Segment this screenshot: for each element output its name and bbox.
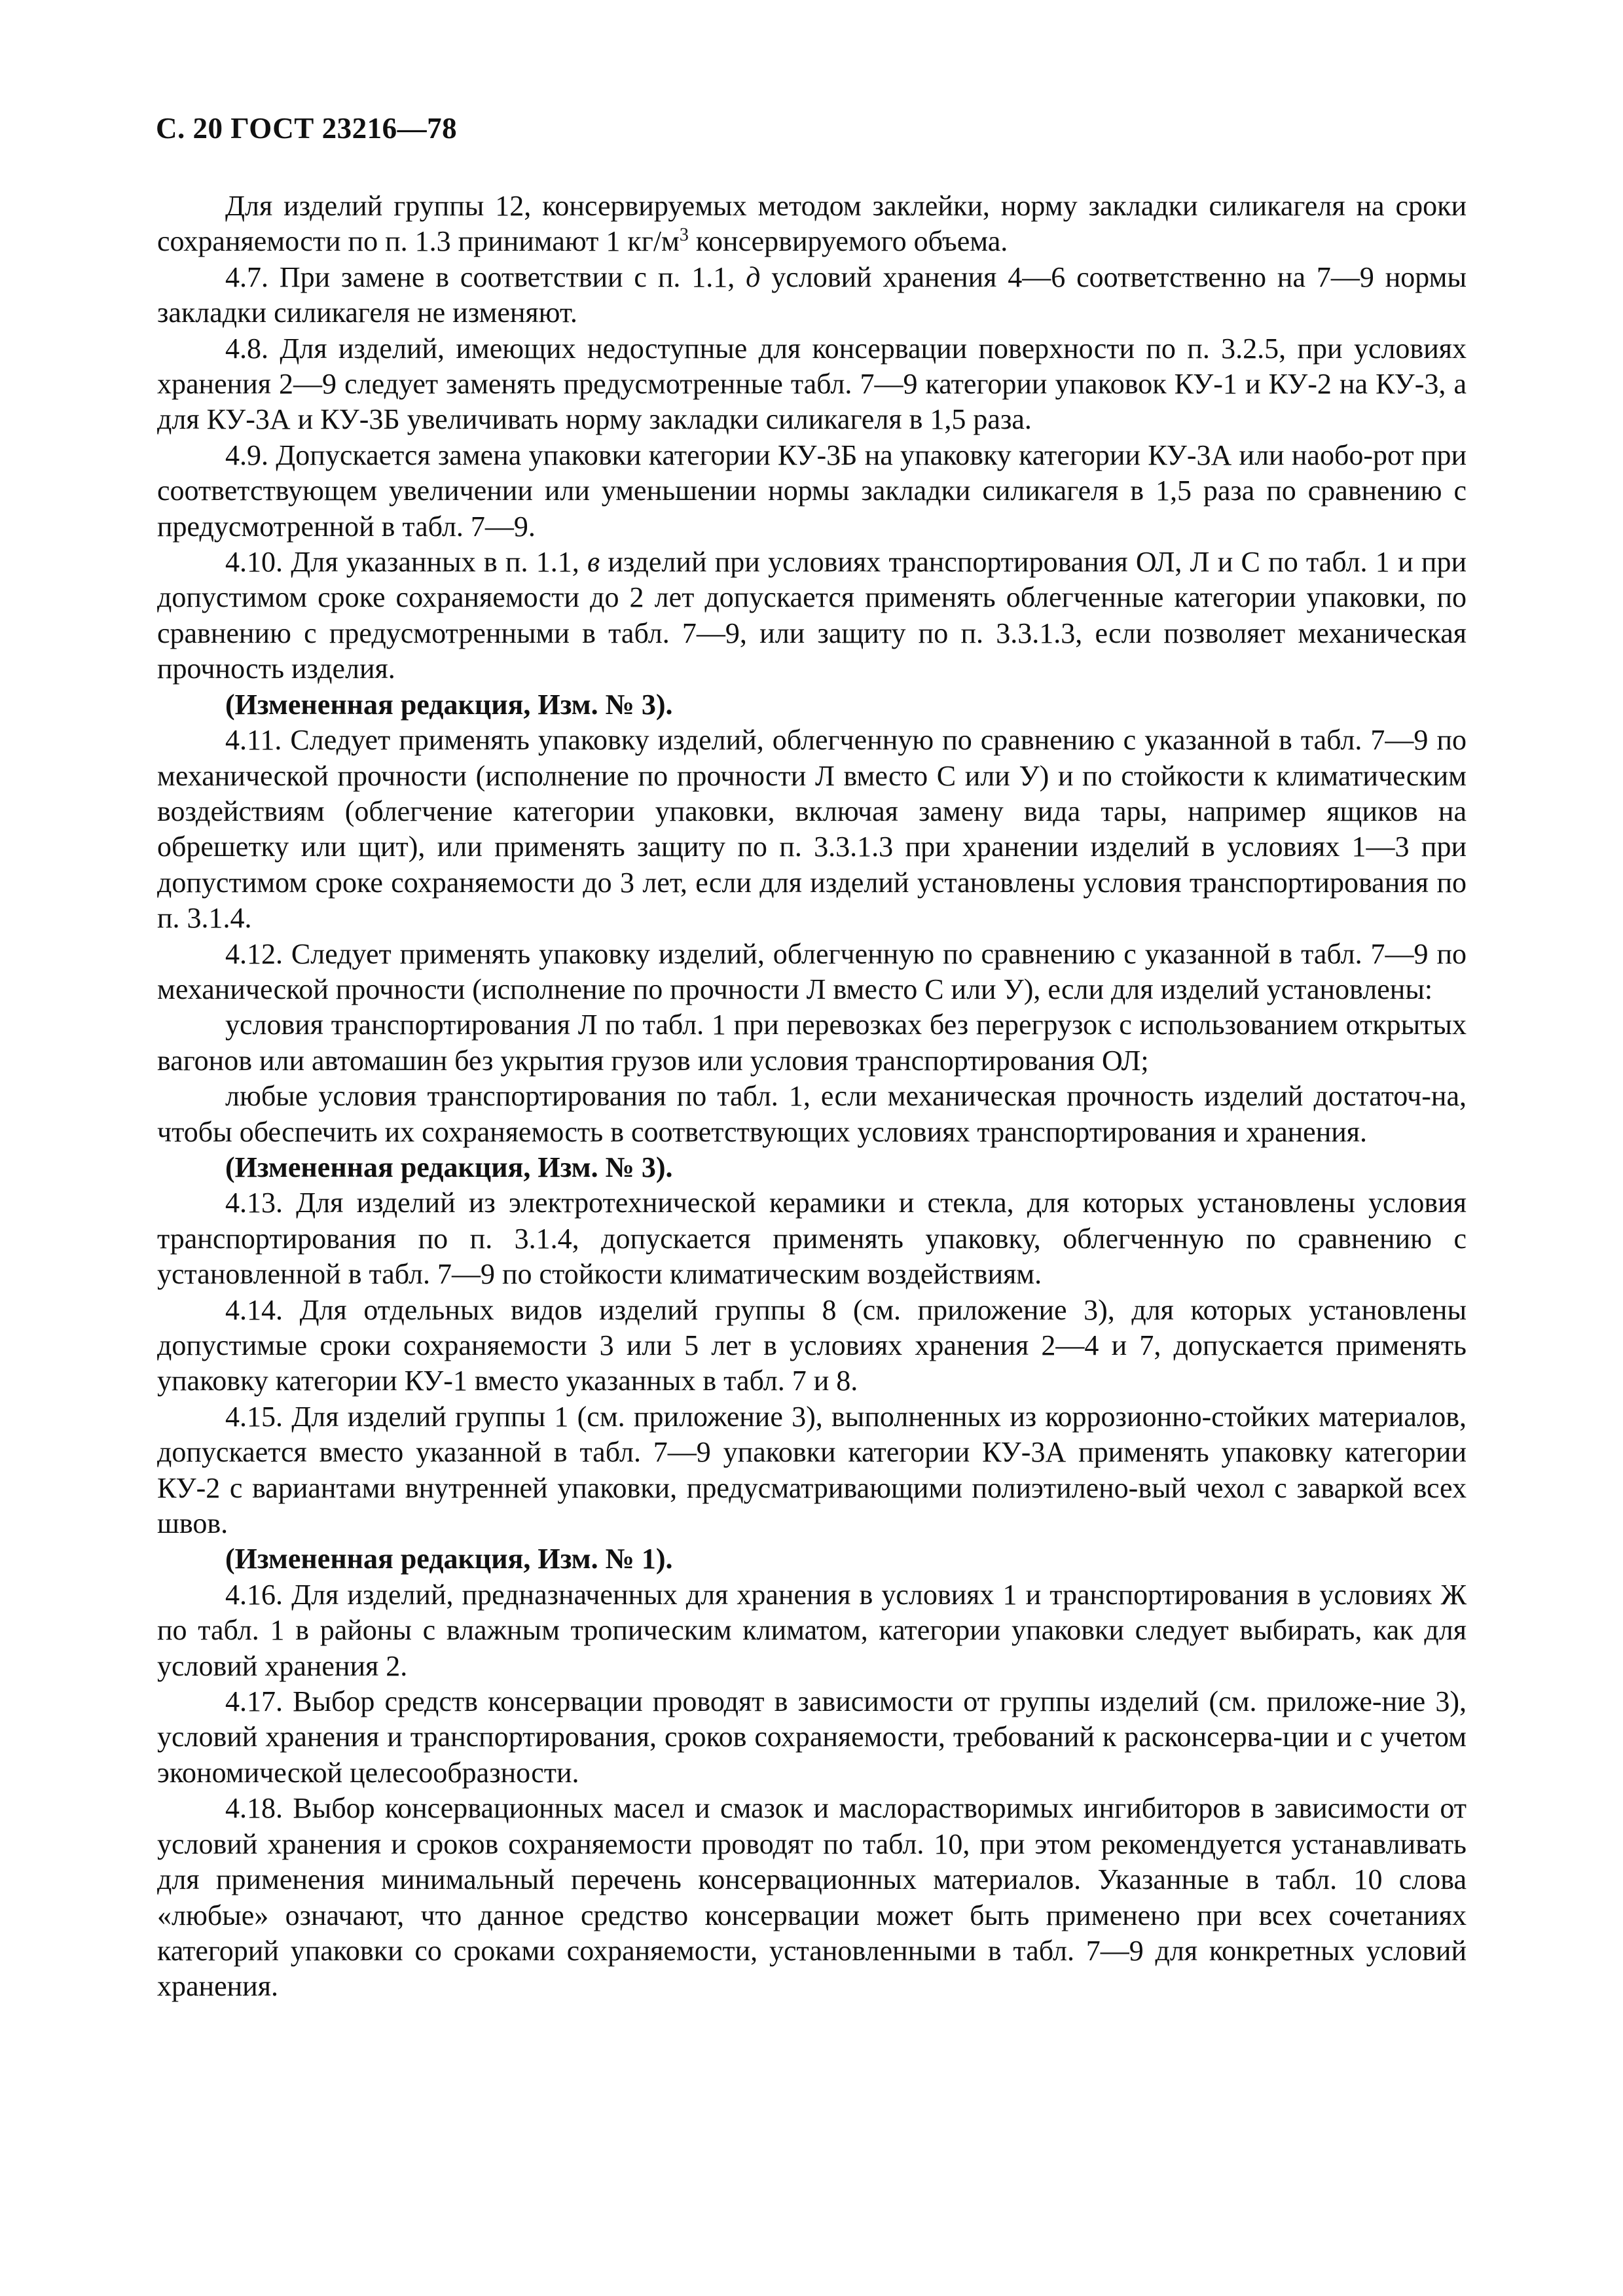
paragraph-4-13: 4.13. Для изделий из электротехнической керамики и стекла, для которых установлены условия транспортирования по п. 3.1.4, допускается применять упаковку, облегченную по сравнению с установленной в табл. 7—9 по стойкости климатическим воздействиям.: [157, 1187, 1467, 1291]
paragraph-intro-text: Для изделий группы 12, консервируемых методом заклейки, норму закладки силикагеля на сроки сохраняемости по п. 1.3 принимают 1 кг/м: [157, 190, 1467, 258]
italic-letter: в: [587, 546, 600, 579]
amendment-note: (Измененная редакция, Изм. № 3).: [225, 688, 673, 721]
amendment-note: (Измененная редакция, Изм. № 3).: [225, 1151, 673, 1183]
amendment-note: (Измененная редакция, Изм. № 1).: [225, 1543, 673, 1575]
paragraph-4-12-item-1: условия транспортирования Л по табл. 1 при перевозках без перегрузок с использованием открытых вагонов или автомашин без укрытия грузов или условия транспортирования ОЛ;: [157, 1009, 1467, 1077]
paragraph-intro-text-end: консервируемого объема.: [688, 225, 1008, 258]
paragraph-4-7-text: 4.7. При замене в соответствии с п. 1.1,: [225, 260, 746, 293]
document-body: [157, 188, 1467, 2005]
paragraph-4-7: [157, 260, 1467, 331]
page-header: С. 20 ГОСТ 23216—78: [156, 112, 458, 145]
paragraph-4-10-text: 4.10. Для указанных в п. 1.1,: [225, 546, 587, 579]
paragraph-4-14: 4.14. Для отдельных видов изделий группы 8 (см. приложение 3), для которых установлены допустимые сроки сохраняемости 3 или 5 лет в условиях хранения 2—4 и 7, допускается применять упаковку категории КУ-1 вместо указанных в табл. 7 и 8.: [157, 1293, 1467, 1397]
paragraph-4-17: 4.17. Выбор средств консервации проводят в зависимости от группы изделий (см. приложе-ние 3), условий хранения и транспортирования, сроков сохраняемости, требований к расконсерва-ции и с учетом экономической целесообразности.: [157, 1685, 1467, 1789]
paragraph-4-12-item-2: любые условия транспортирования по табл. 1, если механическая прочность изделий достаточ-на, чтобы обеспечить их сохраняемость в соответствующих условиях транспортирования и хранения.: [157, 1080, 1467, 1148]
paragraph-4-11: 4.11. Следует применять упаковку изделий, облегченную по сравнению с указанной в табл. 7—9 по механической прочности (исполнение по прочности Л вместо С или У) и по стойкости к климатическим воздействиям (облегчение категории упаковки, включая замену вида тары, например ящиков на обрешетку или щит), или применять защиту по п. 3.3.1.3 при хранении изделий в условиях 1—3 при допустимом сроке сохраняемости до 3 лет, если для изделий установлены условия транспортирования по п. 3.1.4.: [157, 724, 1467, 935]
paragraph-4-8: 4.8. Для изделий, имеющих недоступные для консервации поверхности по п. 3.2.5, при условиях хранения 2—9 следует заменять предусмотренные табл. 7—9 категории упаковок КУ-1 и КУ-2 на КУ-3, а для КУ-3А и КУ-3Б увеличивать норму закладки силикагеля в 1,5 раза.: [157, 332, 1467, 436]
paragraph-4-12: 4.12. Следует применять упаковку изделий, облегченную по сравнению с указанной в табл. 7—9 по механической прочности (исполнение по прочности Л вместо С или У), если для изделий установлены:: [157, 937, 1467, 1005]
paragraph-4-10-text-end: изделий при условиях транспортирования ОЛ, Л и С по табл. 1 и при допустимом сроке сохраняемости до 2 лет допускается применять облегченные категории упаковки, по сравнению с предусмотренными в табл. 7—9, или защиту по п. 3.3.1.3, если позволяет механическая прочность изделия.: [157, 546, 1467, 685]
paragraph-4-9: 4.9. Допускается замена упаковки категории КУ-3Б на упаковку категории КУ-3А или наобо-рот при соответствующем увеличении или уменьшении нормы закладки силикагеля в 1,5 раза по сравнению с предусмотренной в табл. 7—9.: [157, 439, 1467, 543]
paragraph-intro: [157, 188, 1467, 260]
superscript: 3: [679, 224, 689, 245]
paragraph-4-10: [157, 545, 1467, 687]
paragraph-4-16: 4.16. Для изделий, предназначенных для хранения в условиях 1 и транспортирования в условиях Ж по табл. 1 в районы с влажным тропическим климатом, категории упаковки следует выбирать, как для условий хранения 2.: [157, 1578, 1467, 1682]
italic-letter: д: [746, 260, 761, 293]
paragraph-4-15: 4.15. Для изделий группы 1 (см. приложение 3), выполненных из коррозионно-стойких материалов, допускается вместо указанной в табл. 7—9 упаковки категории КУ-3А применять упаковку категории КУ-2 с вариантами внутренней упаковки, предусматривающими полиэтилено-вый чехол с заваркой всех швов.: [157, 1400, 1467, 1540]
paragraph-4-7-text-end: условий хранения 4—6 соответственно на 7—9 нормы закладки силикагеля не изменяют.: [157, 260, 1467, 329]
paragraph-4-18: 4.18. Выбор консервационных масел и смазок и маслорастворимых ингибиторов в зависимости от условий хранения и сроков сохраняемости проводят по табл. 10, при этом рекомендуется устанавливать для применения минимальный перечень консервационных материалов. Указанные в табл. 10 слова «любые» означают, что данное средство консервации может быть применено при всех сочетаниях категорий упаковки со сроками сохраняемости, установленными в табл. 7—9 для конкретных условий хранения.: [157, 1792, 1467, 2003]
